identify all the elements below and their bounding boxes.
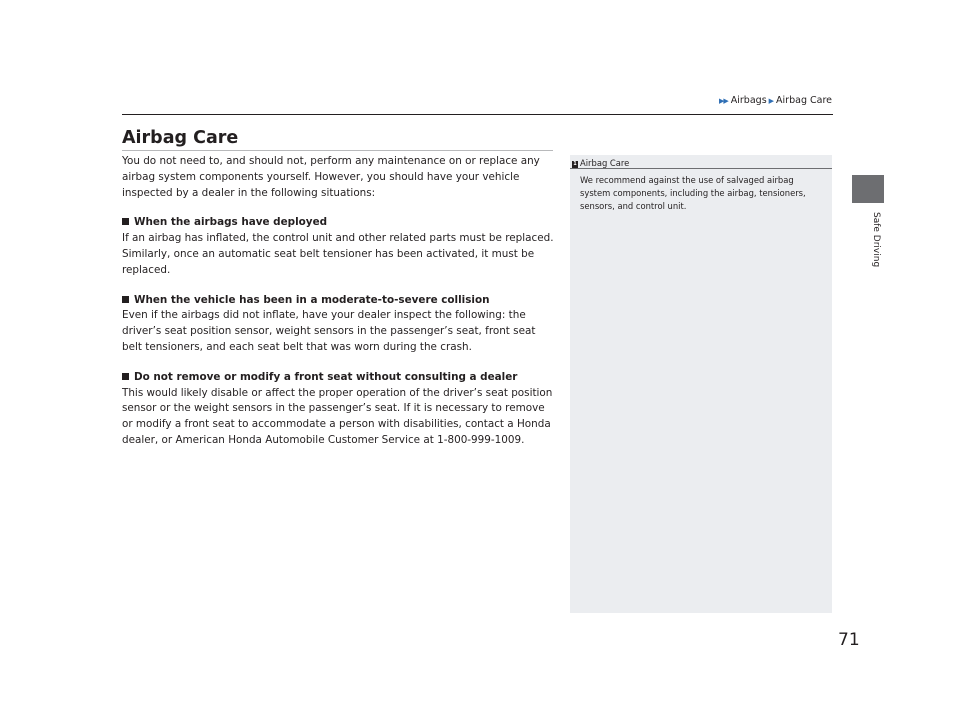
note-title xyxy=(572,158,629,168)
main-content xyxy=(122,154,558,449)
note-sidebar xyxy=(570,155,832,613)
page-number: 71 xyxy=(838,630,860,650)
breadcrumb-arrow-icon: ▶ xyxy=(768,97,775,105)
section-heading-text: Do not remove or modify a front seat without consulting a dealer xyxy=(134,370,518,383)
intro-paragraph: You do not need to, and should not, perform any maintenance on or replace any airbag system components yourself. However, you should have your vehicle inspected by a dealer in the following situations: xyxy=(122,155,540,199)
section-body: Even if the airbags did not inflate, have your dealer inspect the following: the driver’s seat position sensor, weight sensors in the passenger’s seat, front seat belt tensioners, and each seat belt that was worn during the crash. xyxy=(122,309,536,353)
double-arrow-icon: ▶▶ xyxy=(718,97,728,105)
note-title-text: Airbag Care xyxy=(580,158,630,168)
chapter-tab[interactable] xyxy=(852,175,884,203)
page-title: Airbag Care xyxy=(122,128,239,148)
section-heading xyxy=(122,370,558,386)
section-body: If an airbag has inflated, the control unit and other related parts must be replaced. Similarly, once an automatic seat belt tensioner has been activated, it must be replaced. xyxy=(122,232,554,276)
breadcrumb-item-airbag-care[interactable]: Airbag Care xyxy=(776,95,832,106)
note-marker-icon: 1 xyxy=(573,161,577,167)
square-bullet-icon xyxy=(122,373,129,380)
section-body: This would likely disable or affect the proper operation of the driver’s seat position sensor or the weight sensors in the passenger’s seat. If it is necessary to remove or modify a front seat to accommodate a person with disabilities, contact a Honda dealer, or American Honda Automobile Customer Service at 1-800-999-1009. xyxy=(122,386,553,446)
header-divider xyxy=(122,114,833,115)
square-bullet-icon xyxy=(122,296,129,303)
breadcrumb xyxy=(700,95,832,106)
section-heading xyxy=(122,215,558,231)
chapter-label: Safe Driving xyxy=(871,212,881,268)
section-heading-text: When the airbags have deployed xyxy=(134,216,328,229)
note-text: We recommend against the use of salvaged airbag system components, including the airbag, tensioners, sensors, and control unit. xyxy=(580,175,806,212)
title-divider xyxy=(122,150,553,151)
breadcrumb-item-airbags[interactable]: Airbags xyxy=(730,95,767,106)
square-bullet-icon xyxy=(122,218,129,225)
note-divider xyxy=(570,168,832,169)
section-heading-text: When the vehicle has been in a moderate-to-severe collision xyxy=(134,293,490,306)
section-heading xyxy=(122,293,558,309)
